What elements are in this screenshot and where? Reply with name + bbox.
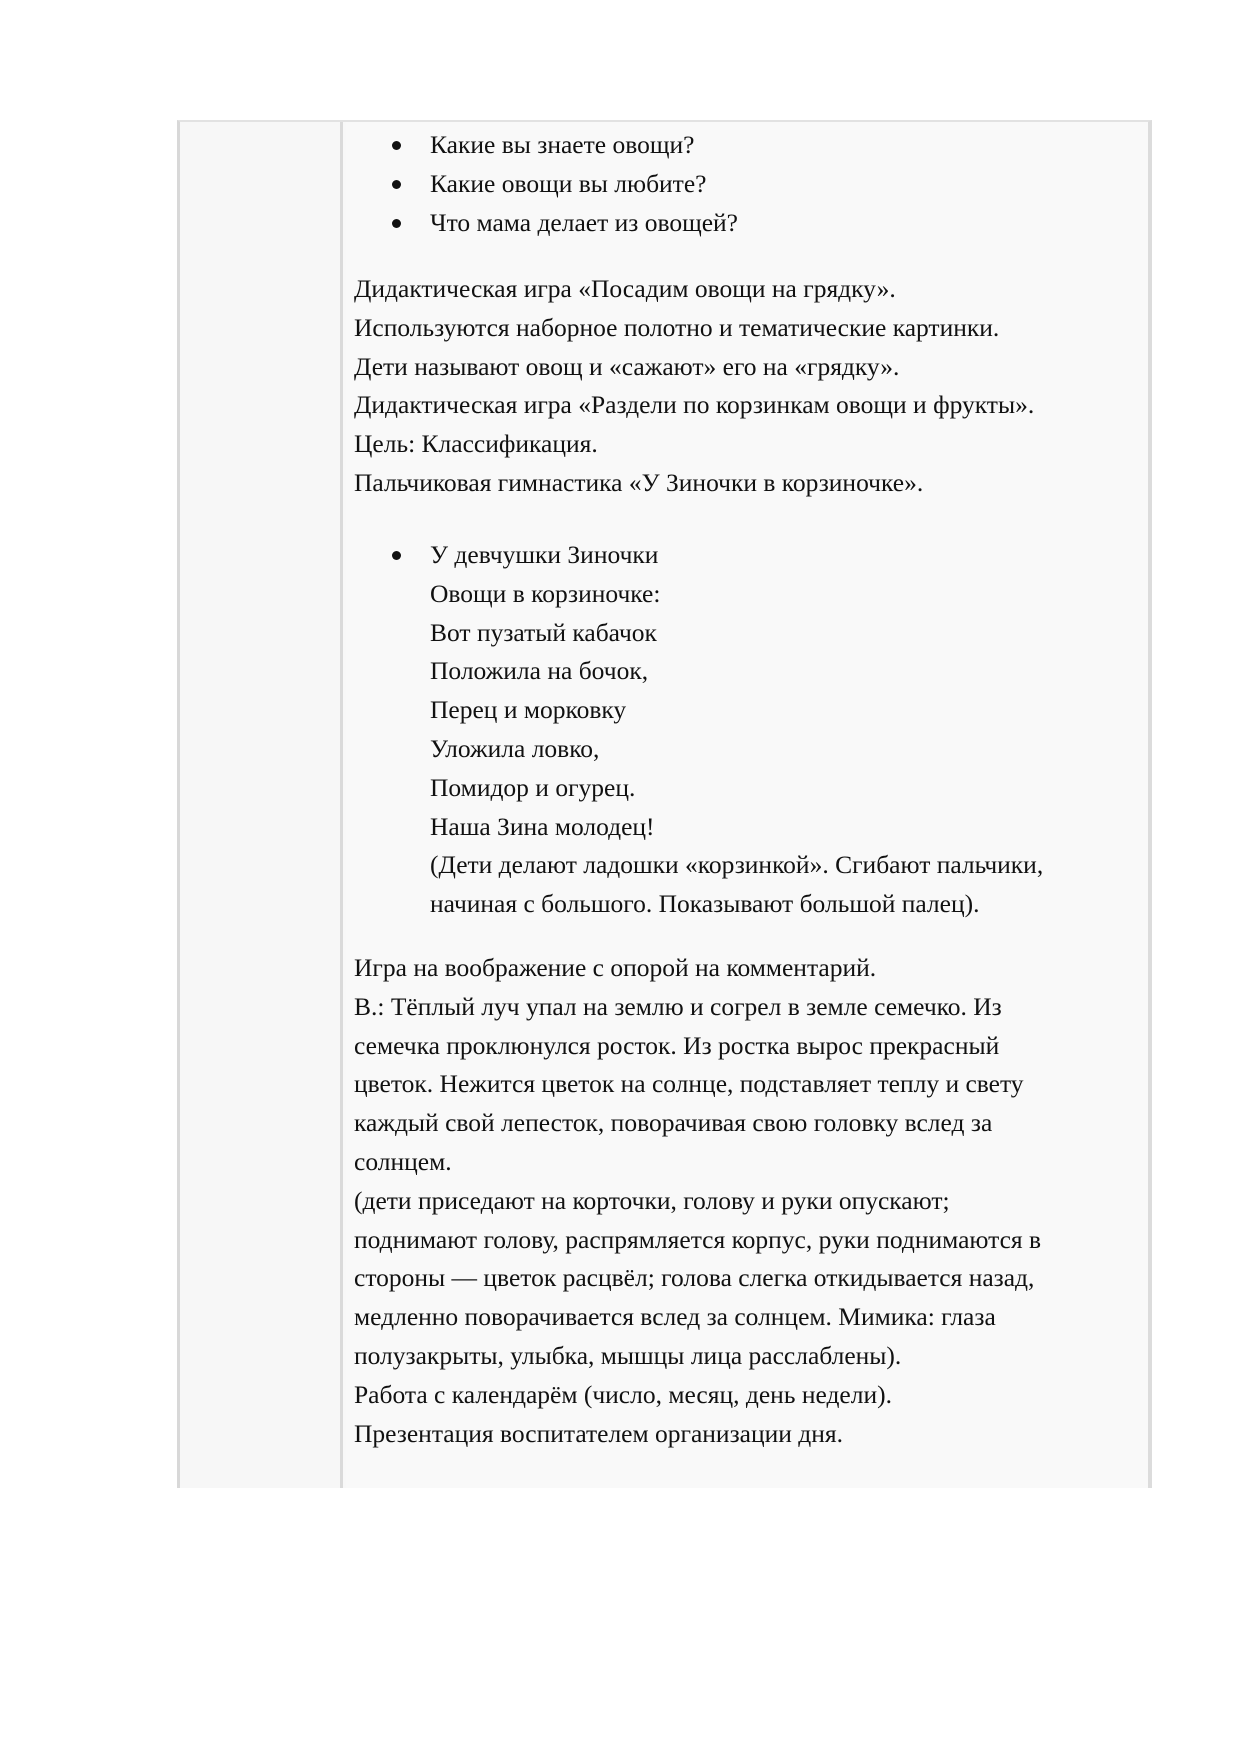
- bullet-icon: [392, 551, 401, 560]
- verse-line: Наша Зина молодец!: [430, 811, 655, 841]
- verse-line: начиная с большого. Показывают большой палец).: [430, 889, 980, 919]
- text-line: В.: Тёплый луч упал на землю и согрел в земле семечко. Из: [354, 991, 1002, 1021]
- lesson-table: [177, 120, 1152, 1488]
- verse-line: Помидор и огурец.: [430, 772, 636, 802]
- imagination-paragraph: [354, 949, 1138, 1453]
- list-item: [354, 204, 1138, 243]
- text-line: цветок. Нежится цветок на солнце, подставляет теплу и свету: [354, 1069, 1024, 1099]
- verse-line: Перец и морковку: [430, 695, 627, 725]
- text-line: Пальчиковая гимнастика «У Зиночки в корзиночке».: [354, 467, 924, 497]
- text-line: Используются наборное полотно и тематические картинки.: [354, 312, 1000, 342]
- text-line: солнцем.: [354, 1146, 452, 1176]
- bullet-icon: [392, 219, 401, 228]
- text-line: Игра на воображение с опорой на комментарий.: [354, 953, 877, 982]
- text-line: Дидактическая игра «Посадим овощи на грядку».: [354, 274, 896, 303]
- list-item-text: Какие овощи вы любите?: [430, 168, 707, 198]
- text-line: медленно поворачивается вслед за солнцем. Мимика: глаза: [354, 1302, 996, 1332]
- text-line: Работа с календарём (число, месяц, день недели).: [354, 1379, 892, 1409]
- text-line: поднимают голову, распрямляется корпус, руки поднимаются в: [354, 1224, 1042, 1254]
- text-line: Дидактическая игра «Раздели по корзинкам овощи и фрукты».: [354, 390, 1035, 420]
- verse-line: Уложила ловко,: [430, 733, 600, 763]
- list-item: [354, 126, 1138, 165]
- text-line: Дети называют овощ и «сажают» его на «грядку».: [354, 351, 900, 381]
- verse-list: [354, 536, 1138, 924]
- games-paragraph: [354, 270, 1138, 503]
- bullet-icon: [392, 141, 401, 150]
- text-line: Цель: Классификация.: [354, 429, 598, 459]
- bullet-icon: [392, 180, 401, 189]
- text-line: семечка проклюнулся росток. Из ростка вырос прекрасный: [354, 1030, 1000, 1060]
- text-line: Презентация воспитателем организации дня.: [354, 1418, 843, 1448]
- list-item: [354, 165, 1138, 204]
- list-item: [354, 536, 1138, 575]
- text-line: полузакрыты, улыбка, мышцы лица расслаблены).: [354, 1340, 902, 1370]
- text-line: каждый свой лепесток, поворачивая свою головку вслед за: [354, 1108, 993, 1138]
- list-item-text: Что мама делает из овощей?: [430, 207, 738, 237]
- table-right-column: [346, 122, 1148, 1488]
- verse-line: Овощи в корзиночке:: [430, 578, 661, 608]
- verse-line: (Дети делают ладошки «корзинкой». Сгибают пальчики,: [430, 850, 1044, 880]
- text-line: (дети приседают на корточки, голову и руки опускают;: [354, 1185, 950, 1215]
- verse-line: У девчушки Зиночки: [430, 540, 659, 569]
- verse-line: Положила на бочок,: [430, 656, 649, 686]
- text-line: стороны — цветок расцвёл; голова слегка откидывается назад,: [354, 1263, 1035, 1293]
- list-item-text: Какие вы знаете овощи?: [430, 130, 695, 159]
- table-left-column: [180, 122, 343, 1488]
- questions-list: [354, 126, 1138, 242]
- verse-line: Вот пузатый кабачок: [430, 617, 657, 647]
